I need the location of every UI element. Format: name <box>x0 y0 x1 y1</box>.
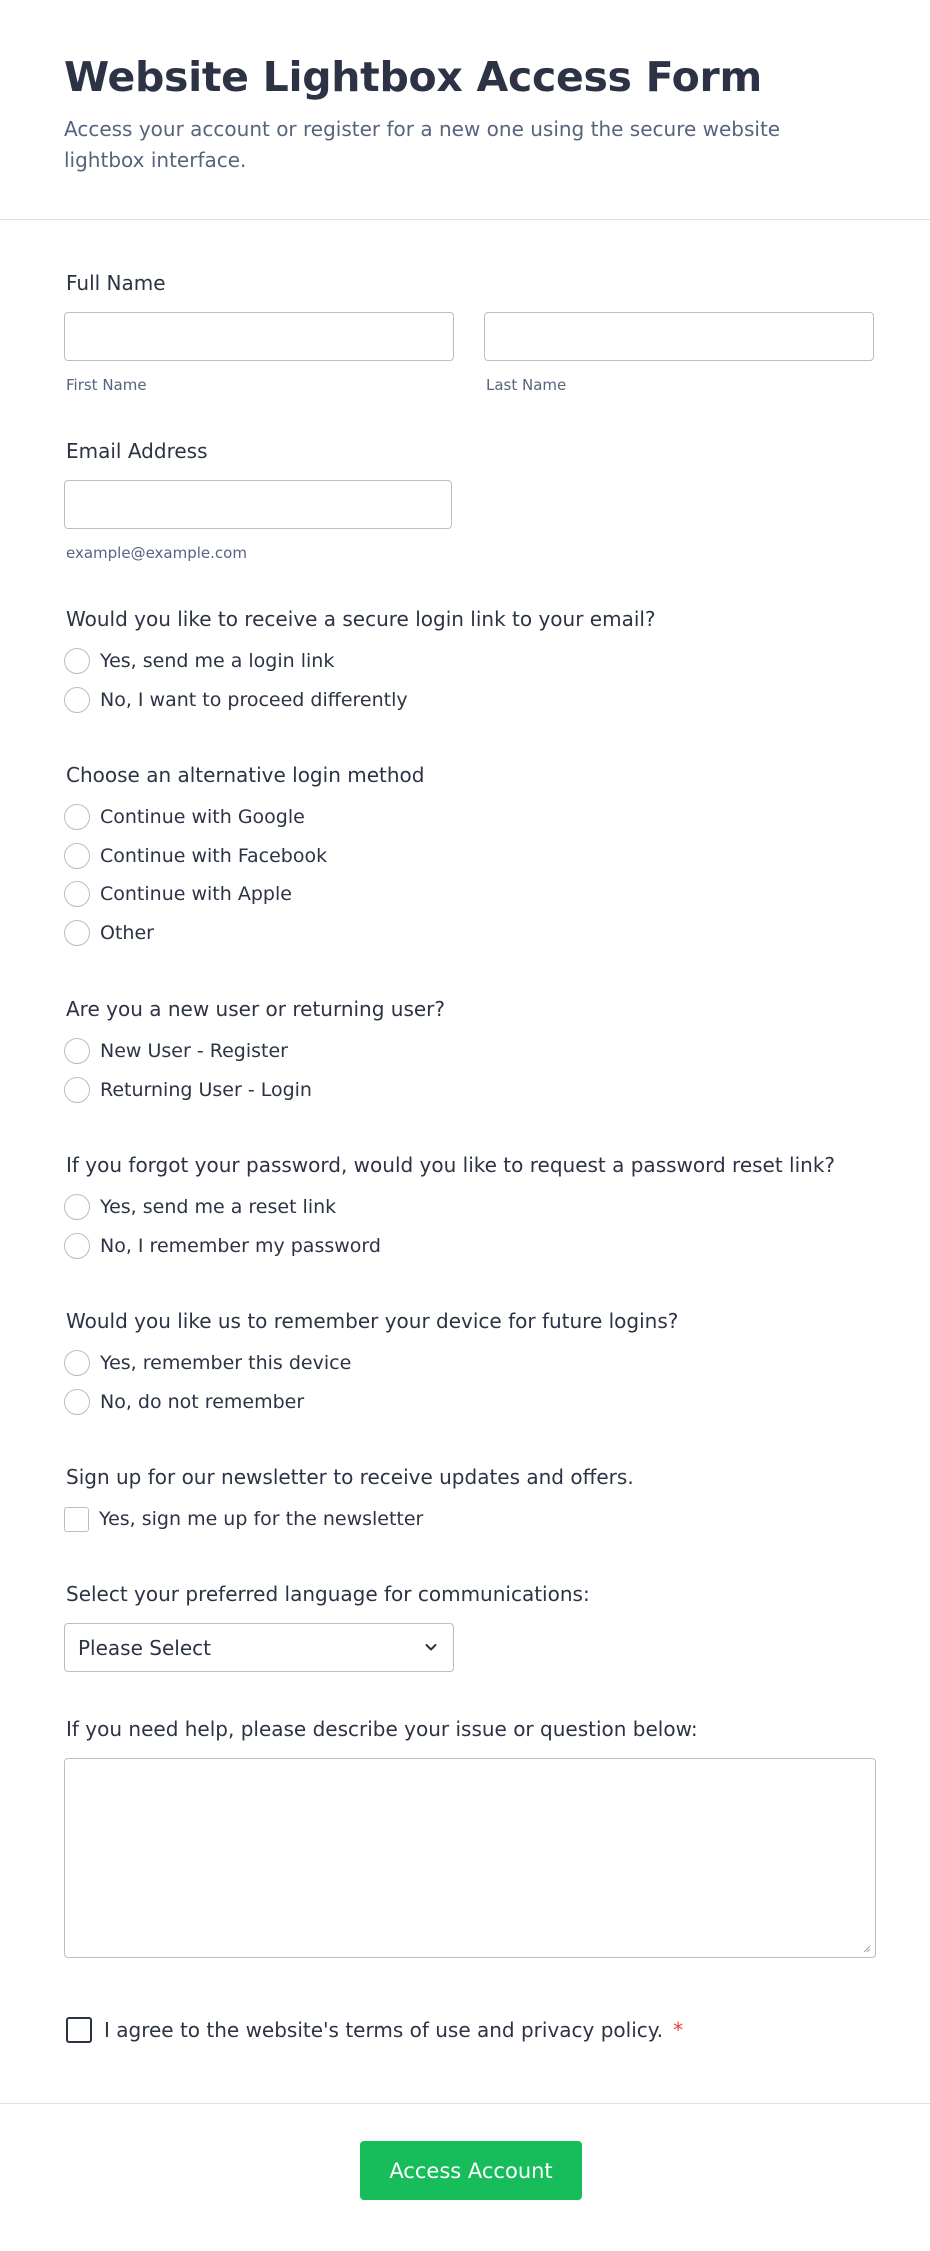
newsletter-options <box>66 1500 634 1539</box>
radio-button[interactable] <box>64 1233 90 1259</box>
radio-option[interactable] <box>66 914 424 953</box>
email-input[interactable] <box>64 480 452 529</box>
alt-method-label: Choose an alternative login method <box>66 763 425 787</box>
required-asterisk: * <box>673 2018 684 2042</box>
radio-button[interactable] <box>64 1077 90 1103</box>
form-header <box>0 0 930 220</box>
reset-label: If you forgot your password, would you like to request a password reset link? <box>66 1153 836 1177</box>
last-name-input[interactable] <box>484 312 874 361</box>
language-select-wrap <box>64 1623 454 1672</box>
help-textarea[interactable] <box>64 1758 876 1958</box>
user-type-label: Are you a new user or returning user? <box>66 997 446 1021</box>
radio-option-label: Returning User - Login <box>100 1078 312 1101</box>
language-question <box>66 1581 590 1607</box>
radio-option[interactable] <box>66 1071 445 1110</box>
help-question <box>66 1716 698 1742</box>
radio-button[interactable] <box>64 804 90 830</box>
language-select[interactable] <box>64 1623 454 1672</box>
radio-option[interactable] <box>66 1344 678 1383</box>
email-sublabel: example@example.com <box>66 544 247 562</box>
checkbox-option-label: Yes, sign me up for the newsletter <box>99 1508 424 1531</box>
radio-option[interactable] <box>66 798 424 837</box>
first-name-col <box>64 312 454 394</box>
full-name-field <box>66 270 166 296</box>
radio-option[interactable] <box>66 642 656 681</box>
radio-option-label: New User - Register <box>100 1040 288 1063</box>
alt-method-question <box>66 762 424 952</box>
full-name-label: Full Name <box>66 271 166 295</box>
email-field <box>64 480 452 562</box>
newsletter-question <box>66 1464 634 1539</box>
reset-options <box>66 1188 835 1265</box>
last-name-sublabel: Last Name <box>486 376 567 394</box>
first-name-sublabel: First Name <box>66 376 147 394</box>
radio-button[interactable] <box>64 687 90 713</box>
radio-button[interactable] <box>64 1389 90 1415</box>
radio-button[interactable] <box>64 920 90 946</box>
full-name-inputs <box>64 312 874 394</box>
radio-option[interactable] <box>66 875 424 914</box>
email-label: Email Address <box>66 439 208 463</box>
user-type-question <box>66 996 445 1109</box>
radio-option-label: Continue with Facebook <box>100 844 328 867</box>
newsletter-checkbox[interactable] <box>64 1507 89 1532</box>
remember-label: Would you like us to remember your device for future logins? <box>66 1309 679 1333</box>
terms-label: I agree to the website's terms of use and privacy policy. <box>104 2018 664 2042</box>
radio-option-label: Yes, remember this device <box>100 1352 352 1375</box>
remember-options <box>66 1344 678 1421</box>
terms-option[interactable] <box>66 2017 683 2043</box>
login-link-options <box>66 642 656 719</box>
language-selected-value: Please Select <box>78 1635 211 1660</box>
radio-option[interactable] <box>66 1383 678 1422</box>
radio-button[interactable] <box>64 648 90 674</box>
radio-option[interactable] <box>66 837 424 876</box>
user-type-options <box>66 1032 445 1109</box>
login-link-label: Would you like to receive a secure login link to your email? <box>66 607 656 631</box>
help-label: If you need help, please describe your issue or question below: <box>66 1717 698 1741</box>
terms-field <box>66 2017 683 2043</box>
radio-option-label: Continue with Apple <box>100 883 292 906</box>
form-subtitle: Access your account or register for a new one using the secure website lightbox interface. <box>64 117 781 172</box>
radio-option[interactable] <box>66 1188 835 1227</box>
radio-option-label: Other <box>100 921 154 944</box>
radio-option[interactable] <box>66 1032 445 1071</box>
last-name-col <box>484 312 874 394</box>
radio-option-label: Yes, send me a login link <box>100 650 335 673</box>
reset-question <box>66 1152 835 1265</box>
remember-question <box>66 1308 678 1421</box>
help-textarea-wrap <box>66 1758 876 1958</box>
email-label-wrap <box>66 438 208 464</box>
chevron-down-icon <box>423 1639 439 1655</box>
first-name-input[interactable] <box>64 312 454 361</box>
radio-button[interactable] <box>64 1038 90 1064</box>
access-account-button[interactable]: Access Account <box>360 2141 582 2200</box>
form-title: Website Lightbox Access Form <box>64 53 762 101</box>
radio-option[interactable] <box>66 681 656 720</box>
resize-grip-icon[interactable] <box>861 1943 871 1953</box>
terms-checkbox[interactable] <box>66 2017 92 2043</box>
radio-option-label: No, I want to proceed differently <box>100 688 408 711</box>
radio-button[interactable] <box>64 881 90 907</box>
newsletter-label: Sign up for our newsletter to receive updates and offers. <box>66 1465 634 1489</box>
radio-button[interactable] <box>64 1350 90 1376</box>
radio-option[interactable] <box>66 1227 835 1266</box>
language-label: Select your preferred language for communications: <box>66 1582 590 1606</box>
radio-option-label: Continue with Google <box>100 806 305 829</box>
radio-option-label: No, do not remember <box>100 1390 305 1413</box>
form-footer <box>0 2103 930 2251</box>
radio-button[interactable] <box>64 1194 90 1220</box>
radio-option-label: No, I remember my password <box>100 1234 381 1257</box>
radio-option-label: Yes, send me a reset link <box>100 1196 337 1219</box>
alt-method-options <box>66 798 424 952</box>
radio-button[interactable] <box>64 843 90 869</box>
login-link-question <box>66 606 656 719</box>
checkbox-option[interactable] <box>66 1500 634 1539</box>
